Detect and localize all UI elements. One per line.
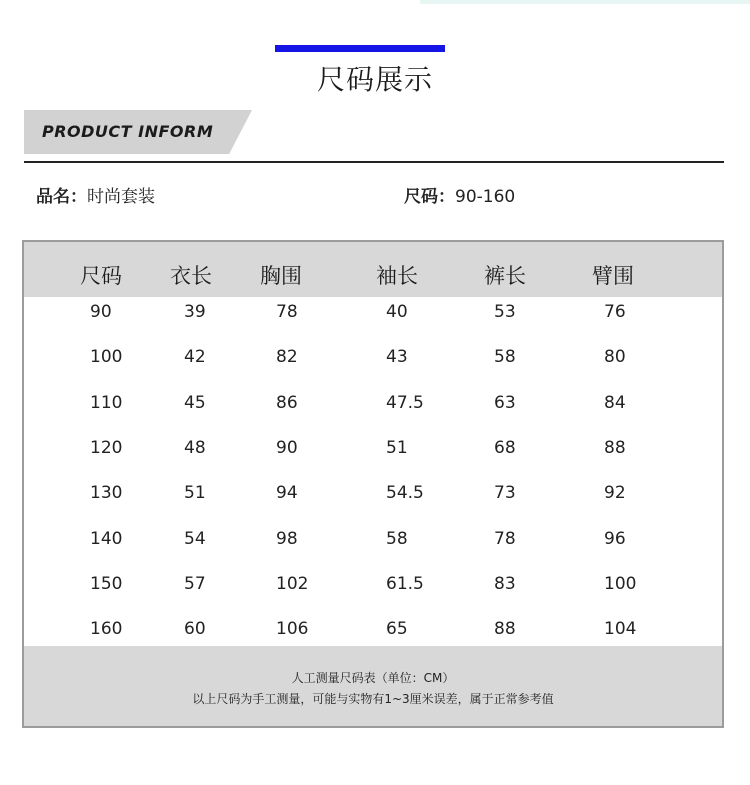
table-cell: 140 (90, 529, 123, 549)
table-cell: 45 (184, 393, 206, 413)
column-header: 裤长 (484, 264, 526, 288)
table-cell: 63 (494, 393, 516, 413)
table-cell: 43 (386, 347, 408, 367)
product-name-info (36, 182, 155, 207)
size-chart-header-row (24, 242, 722, 297)
table-cell: 160 (90, 619, 123, 639)
size-range-key: 尺码： (404, 187, 455, 207)
table-cell: 90 (90, 302, 112, 322)
table-cell: 98 (276, 529, 298, 549)
table-cell: 96 (604, 529, 626, 549)
table-cell: 100 (604, 574, 637, 594)
table-cell: 42 (184, 347, 206, 367)
table-cell: 48 (184, 438, 206, 458)
table-cell: 82 (276, 347, 298, 367)
page-title: 尺码展示 (316, 63, 433, 96)
table-cell: 76 (604, 302, 626, 322)
table-cell: 78 (494, 529, 516, 549)
size-chart-table (22, 240, 724, 728)
tolerance-note: 以上尺码为手工测量，可能与实物有1~3厘米误差，属于正常参考值 (192, 692, 554, 706)
column-header: 衣长 (170, 264, 212, 288)
column-header: 尺码 (80, 264, 122, 288)
product-name-value: 时尚套装 (87, 187, 155, 207)
table-cell: 102 (276, 574, 309, 594)
size-range-info (404, 182, 515, 207)
product-name-key: 品名： (36, 187, 87, 207)
table-cell: 73 (494, 483, 516, 503)
table-cell: 40 (386, 302, 408, 322)
table-cell: 150 (90, 574, 123, 594)
column-header: 臂围 (592, 264, 634, 288)
table-cell: 51 (184, 483, 206, 503)
table-cell: 47.5 (386, 393, 424, 413)
size-range-value: 90-160 (455, 187, 516, 207)
table-cell: 58 (386, 529, 408, 549)
table-cell: 61.5 (386, 574, 424, 594)
table-cell: 92 (604, 483, 626, 503)
table-cell: 110 (90, 393, 123, 413)
table-cell: 57 (184, 574, 206, 594)
table-cell: 83 (494, 574, 516, 594)
measurement-note: 人工测量尺码表（单位：CM） (291, 671, 455, 685)
title-accent-bar (275, 45, 445, 52)
table-cell: 65 (386, 619, 408, 639)
table-cell: 100 (90, 347, 123, 367)
section-divider (24, 161, 724, 163)
table-cell: 51 (386, 438, 408, 458)
table-cell: 88 (494, 619, 516, 639)
table-cell: 106 (276, 619, 309, 639)
table-cell: 54.5 (386, 483, 424, 503)
table-cell: 58 (494, 347, 516, 367)
table-cell: 60 (184, 619, 206, 639)
product-inform-label: PRODUCT INFORM (42, 122, 214, 141)
table-cell: 130 (90, 483, 123, 503)
column-header: 袖长 (376, 264, 418, 288)
column-header: 胸围 (260, 264, 302, 288)
table-cell: 94 (276, 483, 298, 503)
table-cell: 80 (604, 347, 626, 367)
table-cell: 90 (276, 438, 298, 458)
table-cell: 88 (604, 438, 626, 458)
table-cell: 68 (494, 438, 516, 458)
table-cell: 53 (494, 302, 516, 322)
table-cell: 120 (90, 438, 123, 458)
table-cell: 78 (276, 302, 298, 322)
table-cell: 54 (184, 529, 206, 549)
table-cell: 104 (604, 619, 637, 639)
size-chart-footer (24, 646, 722, 726)
table-cell: 84 (604, 393, 626, 413)
table-cell: 86 (276, 393, 298, 413)
top-accent-strip (420, 0, 750, 4)
table-cell: 39 (184, 302, 206, 322)
